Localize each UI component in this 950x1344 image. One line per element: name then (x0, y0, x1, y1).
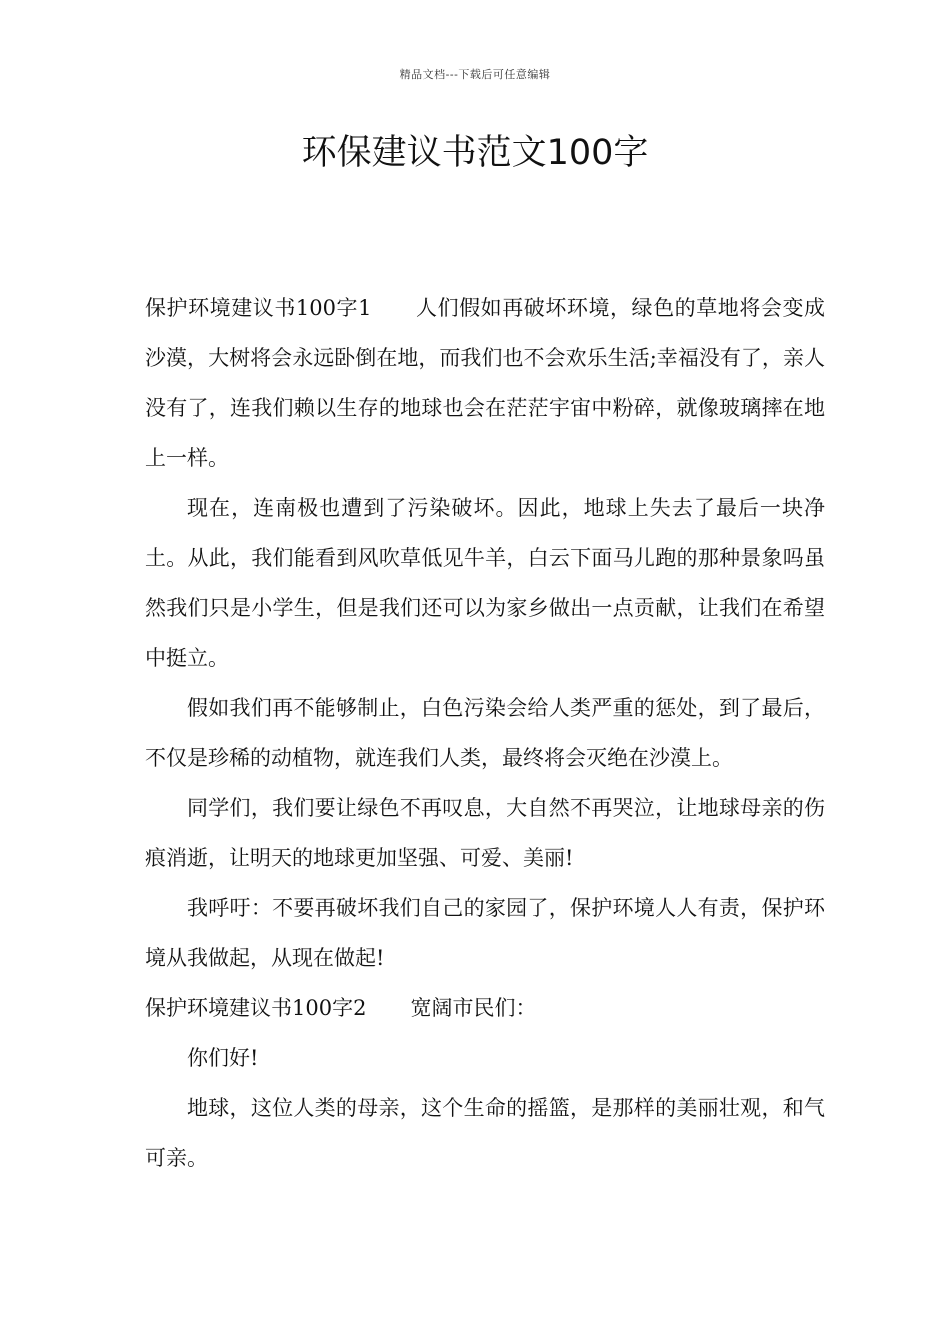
paragraph-2: 现在，连南极也遭到了污染破坏。因此，地球上失去了最后一块净土。从此，我们能看到风吹草低见牛羊，白云下面马儿跑的那种景象吗虽然我们只是小学生，但是我们还可以为家乡做出一点贡献，让我们在希望中挺立。 (145, 496, 825, 670)
section-heading-1: 保护环境建议书100字1 (145, 296, 372, 320)
paragraph-1 (145, 283, 825, 483)
document-body (145, 283, 825, 1183)
paragraph-6 (145, 983, 825, 1033)
paragraph-4: 同学们，我们要让绿色不再叹息，大自然不再哭泣，让地球母亲的伤痕消逝，让明天的地球更加坚强、可爱、美丽! (145, 796, 825, 870)
document-title: 环保建议书范文100字 (301, 133, 649, 173)
paragraph-6-text: 宽阔市民们： (410, 996, 537, 1020)
section-heading-2: 保护环境建议书100字2 (145, 996, 367, 1020)
paragraph-3: 假如我们再不能够制止，白色污染会给人类严重的惩处，到了最后，不仅是珍稀的动植物，就连我们人类，最终将会灭绝在沙漠上。 (145, 696, 825, 770)
paragraph-7: 你们好! (187, 1046, 259, 1070)
paragraph-1-text: 人们假如再破坏环境，绿色的草地将会变成沙漠，大树将会永远卧倒在地，而我们也不会欢乐生活;幸福没有了，亲人没有了，连我们赖以生存的地球也会在茫茫宇宙中粉碎，就像玻璃摔在地上一样。 (145, 296, 826, 470)
header-note: 精品文档---下载后可任意编辑 (399, 68, 551, 81)
paragraph-5: 我呼吁：不要再破坏我们自己的家园了，保护环境人人有责，保护环境从我做起，从现在做起! (145, 896, 825, 970)
paragraph-8: 地球，这位人类的母亲，这个生命的摇篮，是那样的美丽壮观，和气可亲。 (145, 1096, 825, 1170)
